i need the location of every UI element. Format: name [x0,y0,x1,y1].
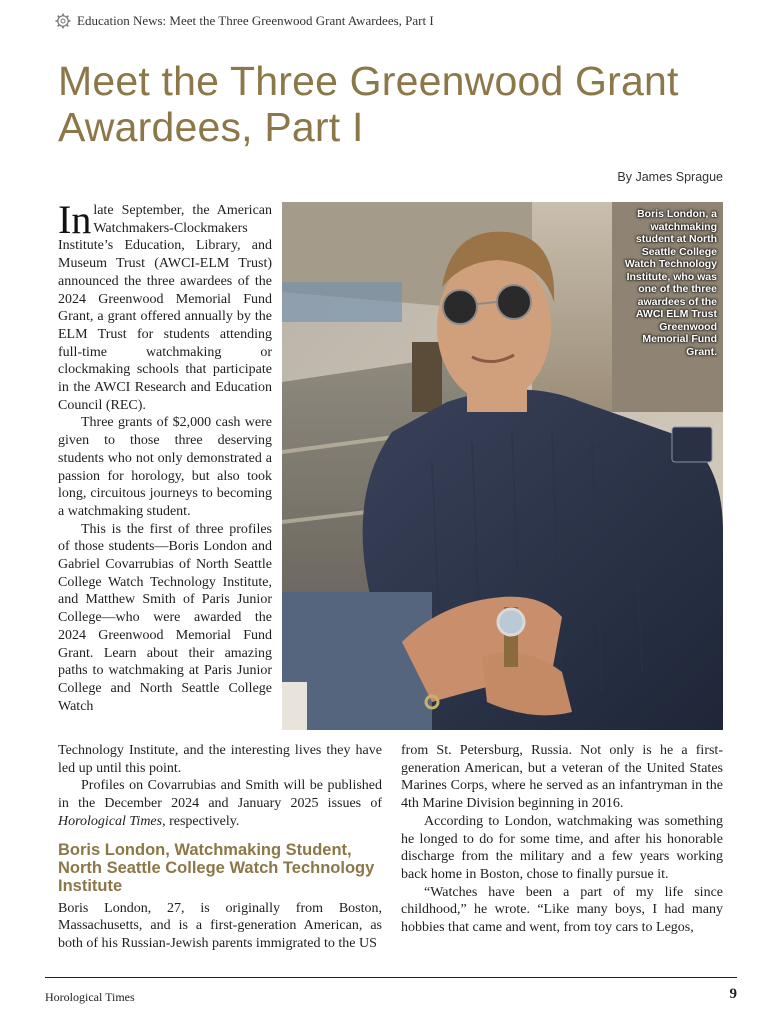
page-number: 9 [729,986,737,1002]
paragraph-3: This is the first of three profiles of those students—Boris London and Gabriel Covarrubias of North Seattle College Watch Technology Institute, and Matthew Smith of Paris Junior College—who were awarded the 2024 Greenwood Memorial Fund Grant. Learn about their amazing paths to watchmaking at Paris Junior College and North Seattle College Watch [58,521,272,714]
paragraph-5: Boris London, 27, is originally from Boston, Massachusetts, and is a first-generation American, as both of his Russian-Jewish parents immigrated to the US [58,900,382,951]
article-column-left-bottom [58,742,382,953]
paragraph-3-continued: Technology Institute, and the interesting lives they have led up until this point. [58,743,382,776]
photo-caption: Boris London, a watchmaking student at North Seattle College Watch Technology Institute, who was one of the three awardees of the AWCI ELM Trust Greenwood Memorial Fund Grant. [624,208,717,358]
running-head [55,11,434,31]
footer-publication: Horological Times [45,990,135,1004]
gear-icon [55,13,71,29]
paragraph-4 [58,777,382,830]
paragraph-1 [58,197,272,414]
paragraph-6: According to London, watchmaking was something he longed to do for some time, and after his honorable discharge from the military and a few years working back home in Boston, chose to finally pursue it. [401,813,723,882]
article-column-right-bottom [401,742,723,937]
paragraph-5-continued: from St. Petersburg, Russia. Not only is he a first-generation American, but a veteran of the United States Marines Corps, where he served as an infantryman in the 4th Marine Division beginning in 2016. [401,743,723,812]
paragraph-1-text: late September, the American Watchmakers-Clockmakers Institute’s Education, Library, and Museum Trust (AWCI-ELM Trust) announced the three awardees of the 2024 Greenwood Memorial Fund Grant, a grant offered annually by the ELM Trust for students attending full-time watchmaking or clockmaking schools that participate in the AWCI Research and Education Council (REC). [58,203,272,413]
paragraph-2: Three grants of $2,000 cash were given to those three deserving students who not only demonstrated a passion for horology, but also took long, circuitous journeys to becoming a watchmaking student. [58,415,272,519]
title-line-2: Awardees, Part I [58,104,364,150]
article-column-left-top [58,197,272,715]
running-head-text: Education News: Meet the Three Greenwood Grant Awardees, Part I [77,13,434,28]
article-photo [282,202,723,730]
footer-divider [45,977,737,978]
title-line-1: Meet the Three Greenwood Grant [58,58,679,104]
byline: By James Sprague [617,170,723,184]
section-subhead: Boris London, Watchmaking Student, North Seattle College Watch Technology Institute [58,840,375,895]
paragraph-4-text: Profiles on Covarrubias and Smith will be published in the December 2024 and January 2025 issues of [58,778,382,812]
paragraph-7: “Watches have been a part of my life since childhood,” he wrote. “Like many boys, I had many hobbies that came and went, from toy cars to Legos, [401,884,723,936]
paragraph-4-end: , respectively. [162,813,240,829]
drop-cap: In [58,197,92,242]
publication-name-italic: Horological Times [58,813,163,829]
article-title [58,58,738,150]
